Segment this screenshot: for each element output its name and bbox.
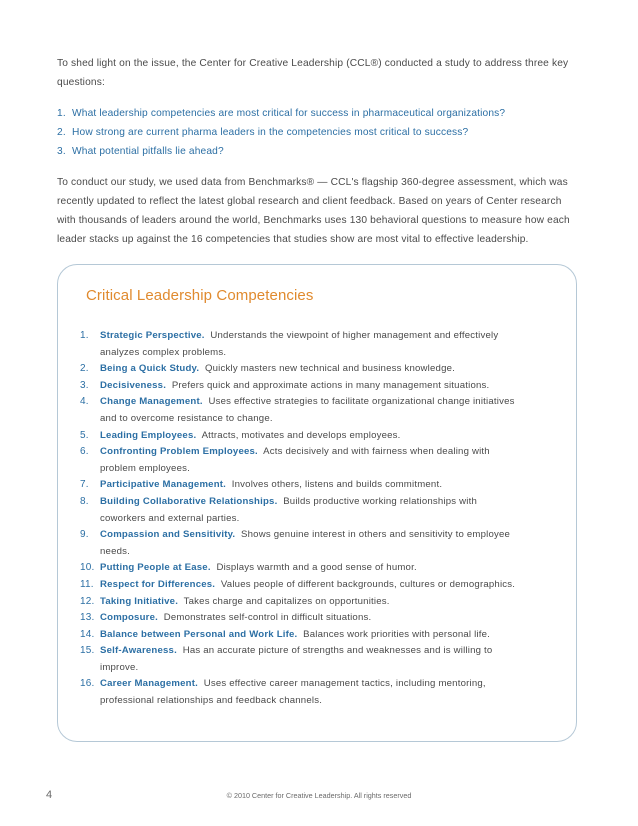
panel-title: Critical Leadership Competencies (86, 287, 314, 304)
list-item (57, 123, 579, 142)
list-item (80, 594, 520, 611)
list-item (80, 428, 520, 445)
competency-text (100, 378, 520, 395)
competency-name: Strategic Perspective. (100, 330, 205, 341)
competency-description: Values people of different backgrounds, cultures or demographics. (220, 578, 516, 590)
list-item (80, 627, 520, 644)
competency-name: Decisiveness. (100, 379, 167, 391)
list-item (57, 104, 579, 123)
list-item (80, 676, 520, 709)
competency-text (100, 676, 520, 709)
competency-description: Has an accurate picture of strengths and weaknesses and is willing to improve. (100, 645, 493, 673)
competency-number: 5. (80, 429, 89, 441)
competency-name: Taking Initiative. (100, 595, 179, 607)
competency-description: Uses effective career management tactics, including mentoring, professional relationships and feedback channels. (100, 678, 486, 707)
competency-text (100, 527, 520, 560)
list-item (80, 378, 520, 395)
research-questions-list (57, 104, 579, 161)
competency-number: 13. (80, 612, 95, 624)
question-number: 2. (57, 127, 66, 138)
competency-description: Builds productive working relationships with coworkers and external parties. (100, 495, 478, 524)
competency-text (100, 328, 520, 361)
competency-description: Acts decisively and with fairness when dealing with problem employees. (100, 446, 490, 474)
competency-number: 2. (80, 363, 89, 375)
competency-description: Balances work priorities with personal life. (303, 628, 491, 640)
question-number: 1. (57, 108, 66, 119)
list-item (80, 477, 520, 494)
list-item (80, 394, 520, 427)
list-item (80, 361, 520, 378)
competency-number: 11. (80, 578, 94, 590)
list-item (80, 328, 520, 361)
competency-text (100, 594, 520, 611)
list-item (80, 444, 520, 477)
competency-text (100, 428, 520, 445)
competency-name: Composure. (100, 612, 158, 624)
competency-name: Balance between Personal and Work Life. (100, 628, 298, 640)
competency-number: 1. (80, 330, 89, 341)
method-paragraph: To conduct our study, we used data from Benchmarks® — CCL's flagship 360-degree assessment, which was recently updated to reflect the latest global research and client feedback. Based on years of Center research with thousands of leaders around the world, Benchmarks uses 130 behavioral questions to measure how each leader stacks up against the 16 competencies that studies show are most vital to effective leadership. (57, 177, 570, 245)
competency-description: Displays warmth and a good sense of humor. (216, 562, 417, 574)
page-number: 4 (46, 789, 53, 801)
competency-text (100, 560, 520, 577)
competency-text (100, 477, 520, 494)
competency-name: Building Collaborative Relationships. (100, 495, 278, 507)
competency-number: 7. (80, 479, 89, 491)
competency-name: Participative Management. (100, 479, 227, 491)
competency-description: Takes charge and capitalizes on opportunities. (183, 595, 390, 607)
competency-number: 10. (80, 562, 95, 574)
competency-number: 14. (80, 628, 95, 640)
competency-name: Self-Awareness. (100, 645, 177, 657)
competency-name: Change Management. (100, 396, 203, 408)
competency-name: Putting People at Ease. (100, 562, 211, 574)
competency-name: Respect for Differences. (100, 578, 216, 590)
competency-description: Involves others, listens and builds commitment. (231, 479, 443, 491)
list-item (80, 643, 520, 676)
competency-description: Uses effective strategies to facilitate organizational change initiatives and to overcome resistance to change. (100, 396, 515, 424)
competency-name: Career Management. (100, 678, 198, 690)
list-item (80, 560, 520, 577)
competency-text (100, 610, 520, 627)
competency-number: 6. (80, 446, 89, 458)
competency-description: Understands the viewpoint of higher management and effectively analyzes complex problems. (100, 330, 499, 358)
competency-name: Compassion and Sensitivity. (100, 529, 236, 541)
competency-number: 3. (80, 379, 89, 391)
competency-name: Being a Quick Study. (100, 363, 200, 375)
competency-number: 16. (80, 678, 95, 690)
competency-number: 15. (80, 645, 95, 657)
competency-text (100, 361, 520, 378)
question-number: 3. (57, 146, 66, 157)
competency-description: Attracts, motivates and develops employees. (201, 429, 401, 441)
competency-name: Leading Employees. (100, 429, 197, 441)
competency-description: Quickly masters new technical and business knowledge. (204, 363, 456, 375)
competency-number: 9. (80, 529, 89, 541)
competency-text (100, 494, 520, 527)
list-item (80, 577, 520, 594)
question-text: What leadership competencies are most critical for success in pharmaceutical organizations? (72, 108, 506, 119)
competencies-list (80, 328, 520, 710)
competency-text (100, 643, 520, 676)
intro-section (57, 54, 579, 249)
competency-number: 8. (80, 495, 89, 507)
question-text: What potential pitfalls lie ahead? (72, 146, 224, 157)
competency-text (100, 444, 520, 477)
question-text: How strong are current pharma leaders in the competencies most critical to success? (72, 127, 469, 138)
competency-name: Confronting Problem Employees. (100, 446, 258, 458)
copyright-notice: © 2010 Center for Creative Leadership. All rights reserved (226, 791, 412, 800)
list-item (80, 527, 520, 560)
intro-paragraph: To shed light on the issue, the Center for Creative Leadership (CCL®) conducted a study to address three key questions: (57, 58, 569, 88)
competency-number: 12. (80, 595, 95, 607)
competency-number: 4. (80, 396, 89, 408)
competency-text (100, 394, 520, 427)
competency-description: Prefers quick and approximate actions in many management situations. (171, 379, 490, 391)
competency-text (100, 627, 520, 644)
list-item (57, 142, 579, 161)
competency-description: Shows genuine interest in others and sensitivity to employee needs. (100, 529, 511, 557)
competency-text (100, 577, 520, 594)
list-item (80, 494, 520, 527)
competency-description: Demonstrates self-control in difficult situations. (163, 612, 372, 624)
list-item (80, 610, 520, 627)
